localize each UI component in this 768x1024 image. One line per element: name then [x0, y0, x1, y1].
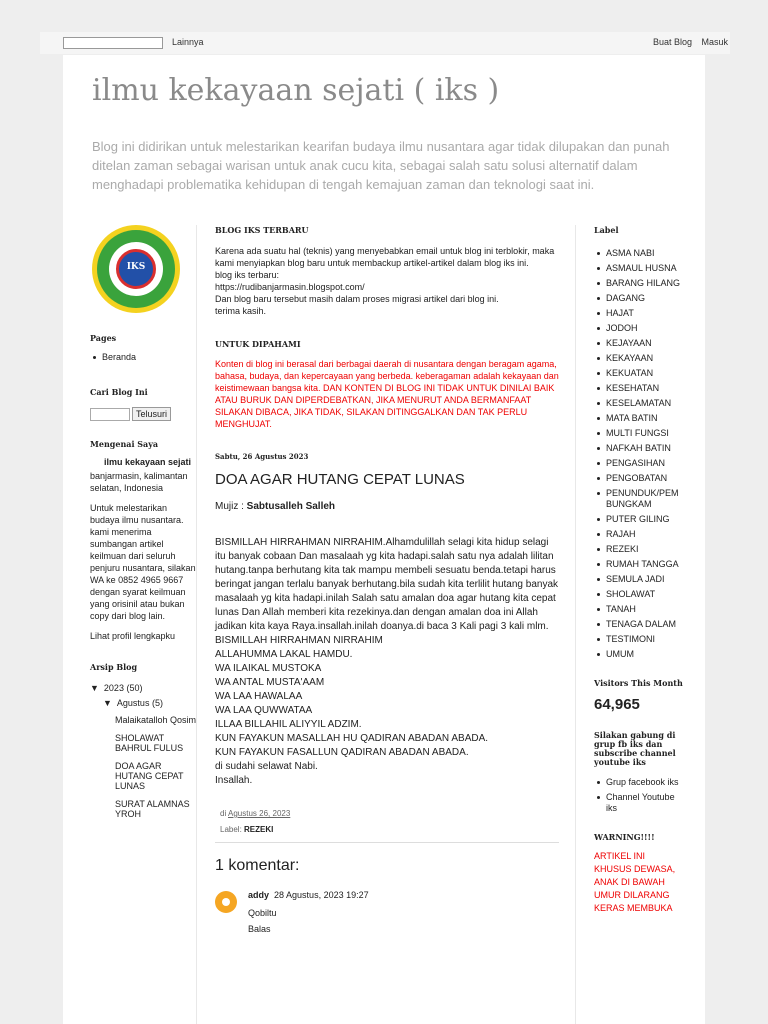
page-link-home[interactable]: Beranda: [90, 351, 198, 363]
post-paragraph: BISMILLAH HIRRAHMAN NIRRAHIM.Alhamdulillah selagi kita hidup selagi itu banyak cobaan Dan masalaah yg kita hadapi.salah satu nya adalah lilitan hutang.tanpa berhutang kita tak mampu membeli sesuatu benda.tetapi harus beringat jangan terlalu banyak berhutang.bila sudah kita terlilit hutang banyak masalaah yg kita hadapi.inilah Salah satu amalan doa agar hutang kita cepat lunas Dan Allah memberi kita rezekinya.dan dengan amalan doa ini Allah jadikan kita kaya Raya.insallah.inilah doanya.di baca 3 Kali pagi 3 kali mlm.: [215, 537, 559, 632]
facebook-group-link[interactable]: Grup facebook iks: [594, 777, 684, 788]
label-item[interactable]: BARANG HILANG: [594, 278, 684, 289]
archive-post[interactable]: SURAT ALAMNAS YROH: [115, 799, 190, 819]
archive-month[interactable]: ▼ Agustus (5): [103, 698, 163, 708]
blog-title[interactable]: ilmu kekayaan sejati ( iks ): [92, 73, 500, 108]
label-list: [594, 248, 684, 660]
pages-list: [90, 351, 198, 363]
warning-text: ARTIKEL INI KHUSUS DEWASA, ANAK DI BAWAH UMUR DILARANG KERAS MEMBUKA: [594, 851, 676, 913]
post-prayer: BISMILLAH HIRRAHMAN NIRRAHIM ALLAHUMMA LAKAL HAMDU. WA ILAIKAL MUSTOKA WA ANTAL MUSTA'AAM WA LAA HAWALAA WA LAA QUWWATAA ILLAA BILLAHIL ALIYYIL ADZIM. KUN FAYAKUN MASALLAH HU QADIRAN ABADAN ABADA. KUN FAYAKUN FASALLUN QADIRAN ABADAN ABADA. di sudahi selawat Nabi. Insallah.: [215, 635, 489, 786]
blog-description: Blog ini didirikan untuk melestarikan kearifan budaya ilmu nusantara agar tidak dilupakan dan punah ditelan zaman sebagai warisan untuk anak cucu kita, sebagai salah satu solusi alternatif dalam menghadapi problematika kehidupan di tengah kemajuan zaman dan teknologi saat ini.: [92, 139, 670, 192]
comment-time[interactable]: 28 Agustus, 2023 19:27: [274, 890, 369, 900]
label-item[interactable]: KEJAYAAN: [594, 338, 684, 349]
about-name[interactable]: ilmu kekayaan sejati: [104, 457, 192, 467]
comment-author[interactable]: addy: [248, 890, 270, 900]
archive-post[interactable]: DOA AGAR HUTANG CEPAT LUNAS: [115, 761, 184, 791]
navbar-more-link[interactable]: Lainnya: [172, 37, 204, 47]
label-item[interactable]: PUTER GILING: [594, 514, 684, 525]
comment-text: Qobiltu: [248, 908, 277, 918]
post-author: Sabtusalleh Salleh: [246, 501, 336, 512]
archive-year[interactable]: ▼ 2023 (50): [90, 683, 143, 693]
post-permalink[interactable]: Agustus 26, 2023: [228, 809, 291, 818]
group-links: [594, 777, 684, 814]
warning-title: WARNING!!!!: [594, 832, 655, 842]
label-item[interactable]: TENAGA DALAM: [594, 619, 684, 630]
label-item[interactable]: KEKAYAAN: [594, 353, 684, 364]
label-item[interactable]: DAGANG: [594, 293, 684, 304]
avatar[interactable]: [215, 891, 237, 913]
label-item[interactable]: ASMAUL HUSNA: [594, 263, 684, 274]
label-item[interactable]: JODOH: [594, 323, 684, 334]
login-link[interactable]: Masuk: [701, 37, 728, 47]
archive-title: Arsip Blog: [90, 662, 138, 672]
label-item[interactable]: RUMAH TANGGA: [594, 559, 684, 570]
new-blog-url[interactable]: https://rudibanjarmasin.blogspot.com/: [215, 282, 365, 292]
label-item[interactable]: MATA BATIN: [594, 413, 684, 424]
post-label-link[interactable]: REZEKI: [244, 825, 274, 834]
pages-title: Pages: [90, 333, 117, 343]
widget-new-blog-title: BLOG IKS TERBARU: [215, 225, 309, 235]
label-item[interactable]: RAJAH: [594, 529, 684, 540]
label-title: Label: [594, 225, 619, 235]
label-item[interactable]: HAJAT: [594, 308, 684, 319]
label-item[interactable]: SHOLAWAT: [594, 589, 684, 600]
label-item[interactable]: KEKUATAN: [594, 368, 684, 379]
label-item[interactable]: MULTI FUNGSI: [594, 428, 684, 439]
navbar-search-input[interactable]: [63, 37, 163, 49]
search-button[interactable]: Telusuri: [132, 407, 171, 421]
about-location: banjarmasin, kalimantan selatan, Indonesia: [90, 471, 188, 493]
left-sidebar: [90, 225, 198, 819]
group-title: Silakan gabung di grup fb iks dan subscribe channel youtube iks: [594, 730, 676, 767]
about-title: Mengenai Saya: [90, 439, 159, 449]
widget-new-blog-text: Karena ada suatu hal (teknis) yang menyebabkan email untuk blog ini terblokir, maka kami menyiapkan blog baru untuk membackup artikel-artikel dalam blog iks ini. blog iks terbaru: https://rudibanjarmasin.blogspot.com/ Dan blog baru tersebut masih dalam proses migrasi artikel dari blog ini. terima kasih.: [215, 245, 559, 317]
main-column: [215, 225, 559, 949]
youtube-channel-link[interactable]: Channel Youtube iks: [594, 792, 684, 814]
label-item[interactable]: REZEKI: [594, 544, 684, 555]
label-item[interactable]: KESEHATAN: [594, 383, 684, 394]
post-meta: di Agustus 26, 2023: [220, 809, 291, 818]
label-item[interactable]: PENUNDUK/PEMBUNGKAM: [594, 488, 684, 510]
label-item[interactable]: ASMA NABI: [594, 248, 684, 259]
blog-logo[interactable]: IKS: [92, 225, 180, 313]
label-item[interactable]: SEMULA JADI: [594, 574, 684, 585]
archive-post[interactable]: SHOLAWAT BAHRUL FULUS: [115, 733, 184, 753]
label-item[interactable]: NAFKAH BATIN: [594, 443, 684, 454]
label-item[interactable]: KESELAMATAN: [594, 398, 684, 409]
label-item[interactable]: UMUM: [594, 649, 684, 660]
label-item[interactable]: PENGOBATAN: [594, 473, 684, 484]
visitors-count: 64,965: [594, 696, 640, 713]
post-title[interactable]: DOA AGAR HUTANG CEPAT LUNAS: [215, 471, 465, 488]
blog-search: [90, 407, 198, 421]
comment: [215, 889, 559, 949]
widget-notice-title: UNTUK DIPAHAMI: [215, 339, 301, 349]
blog-page: [63, 55, 705, 1024]
reply-link[interactable]: Balas: [248, 924, 271, 934]
visitors-title: Visitors This Month: [594, 678, 683, 688]
archive-post[interactable]: Malaikatalloh Qosim: [115, 715, 197, 725]
label-item[interactable]: PENGASIHAN: [594, 458, 684, 469]
post-divider: [215, 842, 559, 843]
post-author-line: Mujiz : Sabtusalleh Salleh: [215, 501, 336, 512]
label-item[interactable]: TANAH: [594, 604, 684, 615]
blog-search-input[interactable]: [90, 408, 130, 421]
search-title: Cari Blog Ini: [90, 387, 148, 397]
about-description: Untuk melestarikan budaya ilmu nusantara. kami menerima sumbangan artikel keilmuan dari seluruh penjuru nusantara, silakan WA ke 0852 4965 9667 dengan syarat keilmuan yang orisinil atau bukan copy dari blog lain.: [90, 503, 196, 621]
comments-title: 1 komentar:: [215, 857, 300, 874]
right-divider: [575, 225, 576, 1024]
comment-header: [248, 889, 369, 901]
widget-notice-text: Konten di blog ini berasal dari berbagai daerah di nusantara dengan beragam agama, bahasa, budaya, dan kepercayaan yang berbeda. keberagaman adalah kekayaan dan keistimewaan bangsa kita. DAN KONTEN DI BLOG INI TIDAK UNTUK DINILAI BAIK ATAU BURUK DAN DIPERDEBATKAN, JIKA MENURUT ANDA BERMANFAAT SILAKAN DIBACA, JIKA TIDAK, SILAKAN DITINGGALKAN DAN TAK PERLU MENGHUJAT.: [215, 359, 559, 429]
label-item[interactable]: TESTIMONI: [594, 634, 684, 645]
create-blog-link[interactable]: Buat Blog: [652, 37, 692, 47]
post-labels: Label: REZEKI: [220, 825, 274, 834]
post-date: Sabtu, 26 Agustus 2023: [215, 452, 309, 461]
navbar: [40, 32, 730, 54]
right-sidebar: [594, 225, 684, 915]
profile-link[interactable]: Lihat profil lengkapku: [90, 631, 176, 641]
